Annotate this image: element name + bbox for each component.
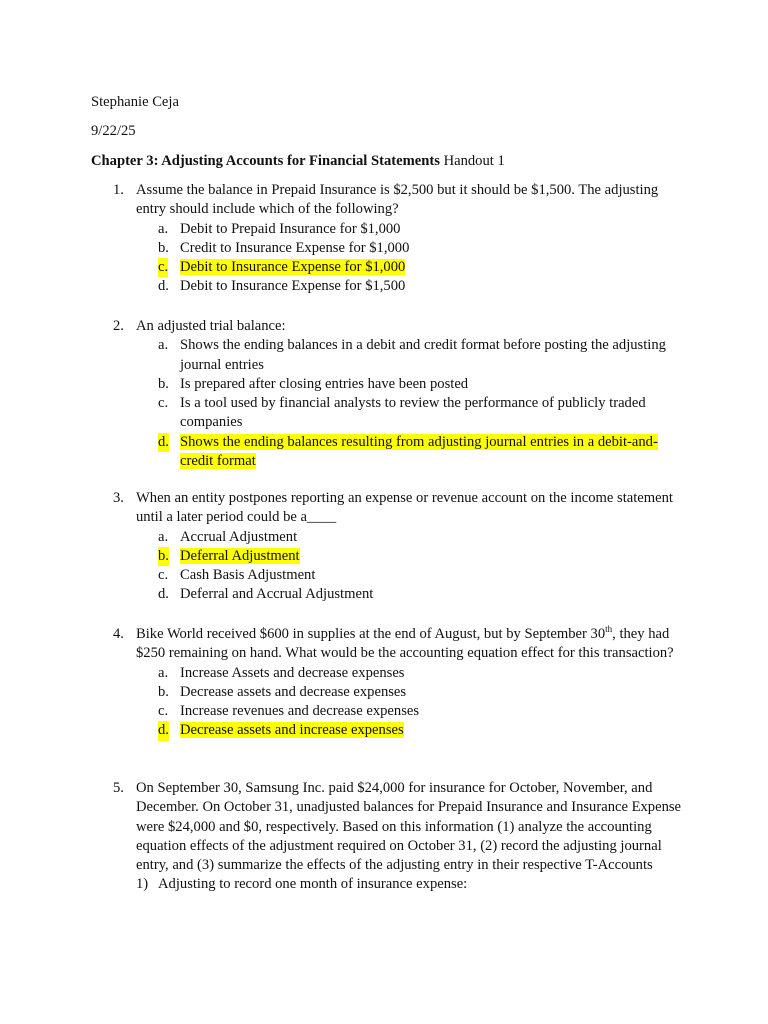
question-3 xyxy=(113,489,683,605)
option-c xyxy=(158,394,683,433)
sub-item-1 xyxy=(136,875,683,894)
question-stem xyxy=(136,625,683,664)
option-letter: b. xyxy=(158,239,169,256)
option-letter: a. xyxy=(158,664,169,681)
option-letter: a. xyxy=(158,220,169,237)
option-text: Credit to Insurance Expense for $1,000 xyxy=(180,239,410,256)
ordinal-suffix: th xyxy=(605,624,613,635)
option-text-highlighted: Debit to Insurance Expense for $1,000 xyxy=(180,259,406,276)
question-5 xyxy=(113,779,683,895)
question-2 xyxy=(113,317,683,471)
option-d xyxy=(158,277,683,296)
question-stem: On September 30, Samsung Inc. paid $24,000 for insurance for October, November, and December. On October 31, unadjusted balances for Prepaid Insurance and Insurance Expense were $24,000 and $0, respectively. Based on this information (1) analyze the accounting equation effects of the adjustment required on October 31, (2) record the adjusting journal entry, and (3) summarize the effects of the adjusting entry in their respective T-Accounts xyxy=(136,780,682,874)
option-text: Accrual Adjustment xyxy=(180,528,298,545)
option-text: Cash Basis Adjustment xyxy=(180,567,316,584)
option-text: Shows the ending balances in a debit and credit format before posting the adjusting journal entries xyxy=(180,337,666,373)
option-letter: b. xyxy=(158,683,169,700)
option-text: Debit to Insurance Expense for $1,500 xyxy=(180,278,406,295)
option-d xyxy=(158,585,683,604)
option-a xyxy=(158,664,683,683)
question-number: 2. xyxy=(113,318,124,334)
option-text: Decrease assets and decrease expenses xyxy=(180,683,407,700)
question-number: 4. xyxy=(113,626,124,642)
option-letter: b. xyxy=(158,547,169,566)
option-b xyxy=(158,239,683,258)
option-a xyxy=(158,220,683,239)
question-1 xyxy=(113,181,683,297)
option-letter: c. xyxy=(158,395,169,412)
option-d-selected xyxy=(158,433,683,472)
option-letter: a. xyxy=(158,528,169,545)
option-c-selected xyxy=(158,258,683,277)
chapter-title-bold: Chapter 3: Adjusting Accounts for Financial Statements xyxy=(91,153,440,169)
question-number: 5. xyxy=(113,780,124,796)
option-text-highlighted: Decrease assets and increase expenses xyxy=(180,722,404,739)
option-letter: d. xyxy=(158,278,169,295)
option-c xyxy=(158,702,683,721)
option-letter: c. xyxy=(158,703,169,720)
option-letter: d. xyxy=(158,433,169,452)
option-letter: c. xyxy=(158,258,168,277)
option-text: Is prepared after closing entries have been posted xyxy=(180,375,469,392)
option-a xyxy=(158,336,683,375)
question-stem: An adjusted trial balance: xyxy=(136,318,286,334)
option-list xyxy=(158,528,683,605)
option-letter: a. xyxy=(158,337,169,354)
option-list xyxy=(158,664,683,741)
option-list xyxy=(158,336,683,471)
option-letter: c. xyxy=(158,567,169,584)
chapter-title-rest: Handout 1 xyxy=(439,153,505,169)
option-b xyxy=(158,375,683,394)
option-letter: b. xyxy=(158,375,169,392)
question-stem: When an entity postpones reporting an expense or revenue account on the income statement until a later period could be a____ xyxy=(136,490,673,526)
date: 9/22/25 xyxy=(91,123,136,139)
option-letter: d. xyxy=(158,586,169,603)
option-text: Increase revenues and decrease expenses xyxy=(180,703,420,720)
option-b xyxy=(158,683,683,702)
option-text: Increase Assets and decrease expenses xyxy=(180,664,405,681)
chapter-title xyxy=(91,152,505,171)
option-d-selected xyxy=(158,721,683,740)
option-a xyxy=(158,528,683,547)
question-number: 1. xyxy=(113,182,124,198)
question-4 xyxy=(113,625,683,741)
sub-item-text: Adjusting to record one month of insurance expense: xyxy=(158,876,468,893)
option-text: Debit to Prepaid Insurance for $1,000 xyxy=(180,220,401,237)
sub-item-number: 1) xyxy=(136,876,149,893)
option-text: Deferral and Accrual Adjustment xyxy=(180,586,374,603)
option-c xyxy=(158,566,683,585)
option-list xyxy=(158,220,683,297)
stem-part-2: , they had $250 remaining on hand. What would be the accounting equation effect for this transaction? xyxy=(136,626,674,662)
question-number: 3. xyxy=(113,490,124,506)
option-text-highlighted: Deferral Adjustment xyxy=(180,547,300,564)
option-text: Is a tool used by financial analysts to review the performance of publicly traded companies xyxy=(180,395,646,431)
option-text-highlighted: Shows the ending balances resulting from adjusting journal entries in a debit-and-credit format xyxy=(180,433,658,470)
stem-part-1: Bike World received $600 in supplies at the end of August, but by September 30 xyxy=(136,626,606,642)
option-b-selected xyxy=(158,547,683,566)
option-letter: d. xyxy=(158,721,169,740)
question-stem: Assume the balance in Prepaid Insurance is $2,500 but it should be $1,500. The adjusting entry should include which of the following? xyxy=(136,182,659,218)
student-name: Stephanie Ceja xyxy=(91,94,179,110)
